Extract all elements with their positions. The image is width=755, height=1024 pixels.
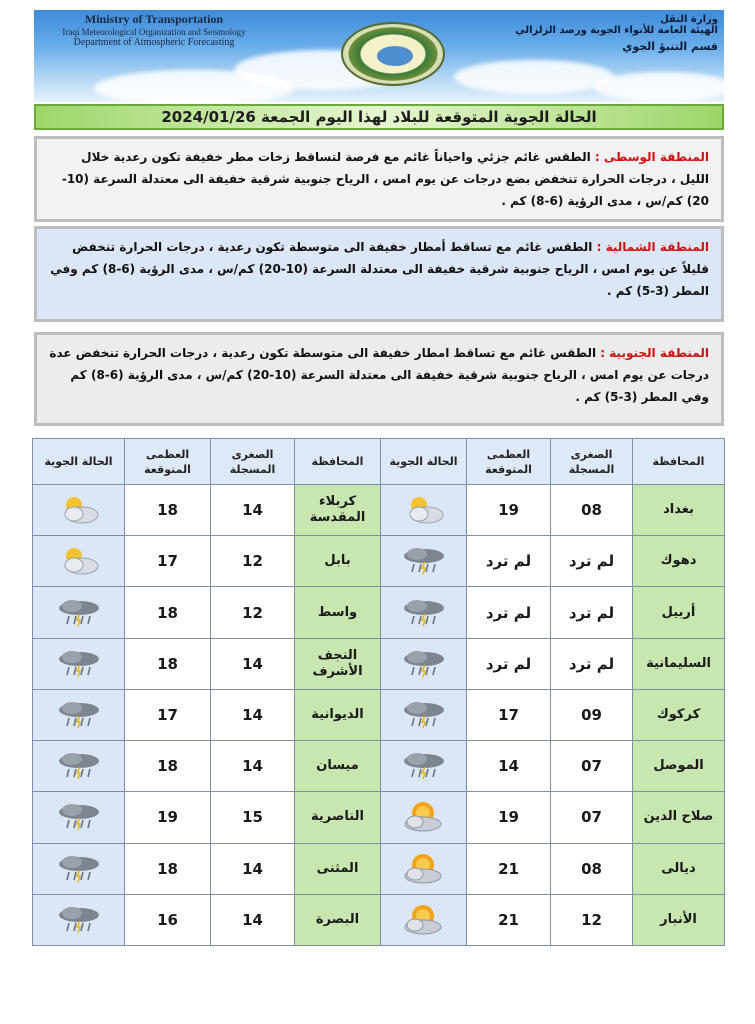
weather-cell: [33, 741, 125, 792]
region-north: [34, 226, 724, 322]
max-temp-cell: 17: [467, 689, 551, 740]
sun-cloud-icon: [399, 903, 449, 937]
header-english: [34, 12, 274, 48]
min-temp-cell: 14: [211, 638, 295, 689]
table-row: [33, 843, 725, 894]
governorate-cell: أربيل: [633, 587, 725, 638]
max-temp-cell: لم ترد: [467, 536, 551, 587]
min-temp-cell: 14: [211, 894, 295, 945]
table-row: [33, 536, 725, 587]
min-temp-cell: 12: [211, 536, 295, 587]
region-central-name: المنطقة الوسطى :: [594, 150, 709, 164]
min-temp-cell: 07: [551, 792, 633, 843]
weather-cell: [33, 638, 125, 689]
governorate-cell: السليمانية: [633, 638, 725, 689]
governorate-cell: بغداد: [633, 485, 725, 536]
organization-name-en: Iraqi Meteorological Organization and Seismology: [62, 27, 246, 37]
max-temp-cell: 21: [467, 843, 551, 894]
max-temp-cell: 21: [467, 894, 551, 945]
weather-cell: [33, 536, 125, 587]
min-temp-cell: 14: [211, 689, 295, 740]
min-temp-cell: 09: [551, 689, 633, 740]
thunderstorm-icon: [399, 647, 449, 681]
max-temp-cell: 18: [125, 638, 211, 689]
weather-cell: [381, 536, 467, 587]
min-temp-cell: 12: [211, 587, 295, 638]
header-min: الصغرى المسجلة: [211, 439, 295, 485]
header-max: العظمى المتوقعة: [467, 439, 551, 485]
thunderstorm-icon: [399, 544, 449, 578]
weather-cell: [33, 587, 125, 638]
region-south-text: الطقس غائم مع تساقط امطار خفيفة الى متوسطة تكون رعدية ، درجات الحرارة تنخفض عدة درجات عن يوم امس ، الرياح جنوبية شرقية خفيفة الى معتدلة السرعة (10-20) كم/س ، مدى الرؤية (6-8) كم وفي المطر (3-5) كم .: [49, 346, 709, 404]
partly-cloudy-icon: [54, 544, 104, 578]
weather-cell: [381, 638, 467, 689]
min-temp-cell: لم ترد: [551, 536, 633, 587]
weather-cell: [33, 689, 125, 740]
page-title: الحالة الجوية المتوقعة للبلاد لهذا اليوم الجمعة 2024/01/26: [34, 104, 724, 130]
logo-globe-icon: [377, 46, 413, 66]
header-arabic: [488, 14, 718, 53]
thunderstorm-icon: [54, 647, 104, 681]
max-temp-cell: 16: [125, 894, 211, 945]
governorate-cell: البصرة: [295, 894, 381, 945]
thunderstorm-icon: [399, 749, 449, 783]
weather-cell: [381, 689, 467, 740]
weather-cell: [381, 485, 467, 536]
weather-cell: [33, 843, 125, 894]
governorate-cell: ديالى: [633, 843, 725, 894]
governorate-cell: بابل: [295, 536, 381, 587]
forecast-table: [32, 438, 725, 946]
thunderstorm-icon: [54, 852, 104, 886]
region-south: [34, 332, 724, 426]
weather-cell: [33, 792, 125, 843]
weather-cell: [381, 792, 467, 843]
min-temp-cell: 15: [211, 792, 295, 843]
ministry-name-en: Ministry of Transportation: [84, 12, 224, 26]
thunderstorm-icon: [399, 698, 449, 732]
min-temp-cell: 14: [211, 741, 295, 792]
header-governorate: المحافظة: [633, 439, 725, 485]
table-row: [33, 792, 725, 843]
table-header-row: [33, 439, 725, 485]
thunderstorm-icon: [54, 596, 104, 630]
min-temp-cell: لم ترد: [551, 587, 633, 638]
min-temp-cell: 12: [551, 894, 633, 945]
max-temp-cell: 19: [467, 485, 551, 536]
weather-cell: [381, 587, 467, 638]
max-temp-cell: 17: [125, 689, 211, 740]
table-row: [33, 689, 725, 740]
governorate-cell: كربلاء المقدسة: [295, 485, 381, 536]
governorate-cell: الموصل: [633, 741, 725, 792]
max-temp-cell: 18: [125, 741, 211, 792]
region-central-text: الطقس غائم جزئي واحياناً غائم مع فرصة لتساقط زخات مطر خفيفة تكون رعدية خلال الليل ، درجات الحرارة تنخفض بضع درجات عن يوم امس ، الرياح جنوبية شرقية خفيفة الى معتدلة السرعة (10-20) كم/س ، مدى الرؤية (6-8) كم .: [61, 150, 709, 208]
table-row: [33, 894, 725, 945]
header-min: الصغرى المسجلة: [551, 439, 633, 485]
min-temp-cell: لم ترد: [551, 638, 633, 689]
governorate-cell: واسط: [295, 587, 381, 638]
min-temp-cell: 14: [211, 485, 295, 536]
department-name-ar: قسم التنبؤ الجوي: [622, 40, 718, 53]
max-temp-cell: 18: [125, 587, 211, 638]
partly-cloudy-icon: [54, 493, 104, 527]
governorate-cell: دهوك: [633, 536, 725, 587]
sun-cloud-icon: [399, 800, 449, 834]
table-body: [33, 485, 725, 946]
max-temp-cell: 19: [467, 792, 551, 843]
partly-cloudy-icon: [399, 493, 449, 527]
governorate-cell: المثنى: [295, 843, 381, 894]
region-south-name: المنطقة الجنوبية :: [600, 346, 709, 360]
header-banner: [34, 10, 724, 102]
header-weather: الحالة الجوية: [381, 439, 467, 485]
thunderstorm-icon: [54, 698, 104, 732]
governorate-cell: الديوانية: [295, 689, 381, 740]
thunderstorm-icon: [54, 800, 104, 834]
min-temp-cell: 08: [551, 485, 633, 536]
min-temp-cell: 07: [551, 741, 633, 792]
header-governorate: المحافظة: [295, 439, 381, 485]
governorate-cell: الناصرية: [295, 792, 381, 843]
weather-cell: [381, 843, 467, 894]
governorate-cell: ميسان: [295, 741, 381, 792]
ministry-name-ar: وزارة النقل: [660, 14, 718, 25]
header-max: العظمى المتوقعة: [125, 439, 211, 485]
governorate-cell: كركوك: [633, 689, 725, 740]
sun-cloud-icon: [399, 852, 449, 886]
region-central: [34, 136, 724, 222]
table-row: [33, 741, 725, 792]
max-temp-cell: 18: [125, 843, 211, 894]
weather-cell: [381, 894, 467, 945]
max-temp-cell: 17: [125, 536, 211, 587]
region-north-text: الطقس غائم مع تساقط أمطار خفيفة الى متوسطة تكون رعدية ، درجات الحرارة تنخفض قليلاً عن يوم امس ، الرياح جنوبية شرقية خفيفة الى معتدلة السرعة (10-20) كم/س ، مدى الرؤية (6-8) كم وفي المطر (3-5) كم .: [50, 240, 709, 298]
thunderstorm-icon: [399, 596, 449, 630]
governorate-cell: النجف الأشرف: [295, 638, 381, 689]
weather-cell: [381, 741, 467, 792]
governorate-cell: صلاح الدين: [633, 792, 725, 843]
min-temp-cell: 14: [211, 843, 295, 894]
max-temp-cell: 19: [125, 792, 211, 843]
thunderstorm-icon: [54, 749, 104, 783]
header-weather: الحالة الجوية: [33, 439, 125, 485]
region-north-name: المنطقة الشمالية :: [596, 240, 709, 254]
table-row: [33, 587, 725, 638]
max-temp-cell: 14: [467, 741, 551, 792]
weather-cell: [33, 894, 125, 945]
table-row: [33, 485, 725, 536]
min-temp-cell: 08: [551, 843, 633, 894]
max-temp-cell: لم ترد: [467, 587, 551, 638]
max-temp-cell: 18: [125, 485, 211, 536]
thunderstorm-icon: [54, 903, 104, 937]
max-temp-cell: لم ترد: [467, 638, 551, 689]
governorate-cell: الأنبار: [633, 894, 725, 945]
weather-cell: [33, 485, 125, 536]
table-row: [33, 638, 725, 689]
organization-logo: [341, 22, 445, 86]
organization-name-ar: الهيئة العامة للأنواء الجوية ورصد الزلزالي: [515, 25, 718, 36]
department-name-en: Department of Atmospheric Forecasting: [73, 37, 235, 48]
